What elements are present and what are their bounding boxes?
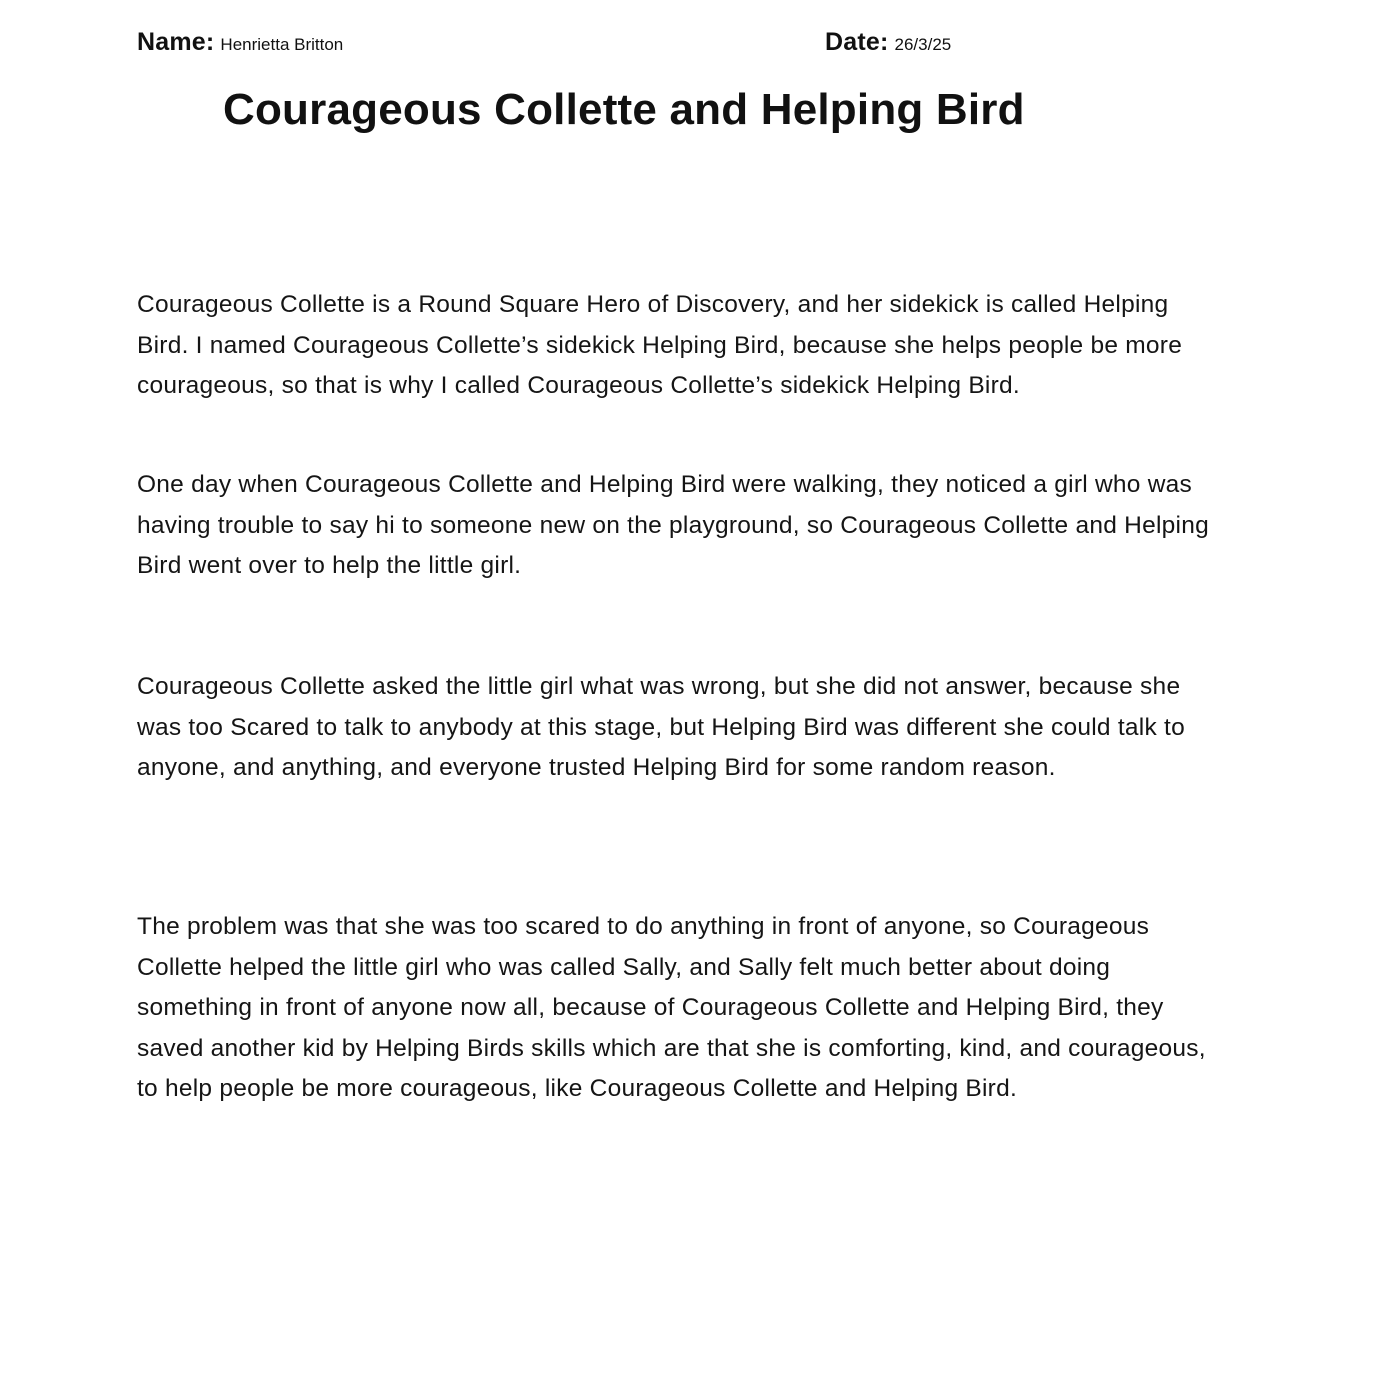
name-label: Name: (137, 28, 215, 56)
date-field (825, 25, 951, 63)
date-label: Date: (825, 28, 889, 56)
paragraph-1: Courageous Collette is a Round Square Hero of Discovery, and her sidekick is called Helping Bird. I named Courageous Collette’s sidekick Helping Bird, because she helps people be more courageous, so that is why I called Courageous Collette’s sidekick Helping Bird. (137, 291, 1183, 399)
name-field (137, 25, 343, 63)
date-value: 26/3/25 (894, 35, 952, 54)
paragraph-3: Courageous Collette asked the little girl what was wrong, but she did not answer, because she was too Scared to talk to anybody at this stage, but Helping Bird was different she could talk to anyone, and anything, and everyone trusted Helping Bird for some random reason. (137, 673, 1185, 781)
document-title: Courageous Collette and Helping Bird (223, 85, 1025, 134)
paragraph-4: The problem was that she was too scared to do anything in front of anyone, so Courageous Collette helped the little girl who was called Sally, and Sally felt much better about doing something in front of anyone now all, because of Courageous Collette and Helping Bird, they saved another kid by Helping Birds skills which are that she is comforting, kind, and courageous, to help people be more courageous, like Courageous Collette and Helping Bird. (137, 913, 1206, 1102)
name-value: Henrietta Britton (220, 35, 344, 54)
paragraph-2: One day when Courageous Collette and Helping Bird were walking, they noticed a girl who was having trouble to say hi to someone new on the playground, so Courageous Collette and Helping Bird went over to help the little girl. (137, 471, 1209, 579)
